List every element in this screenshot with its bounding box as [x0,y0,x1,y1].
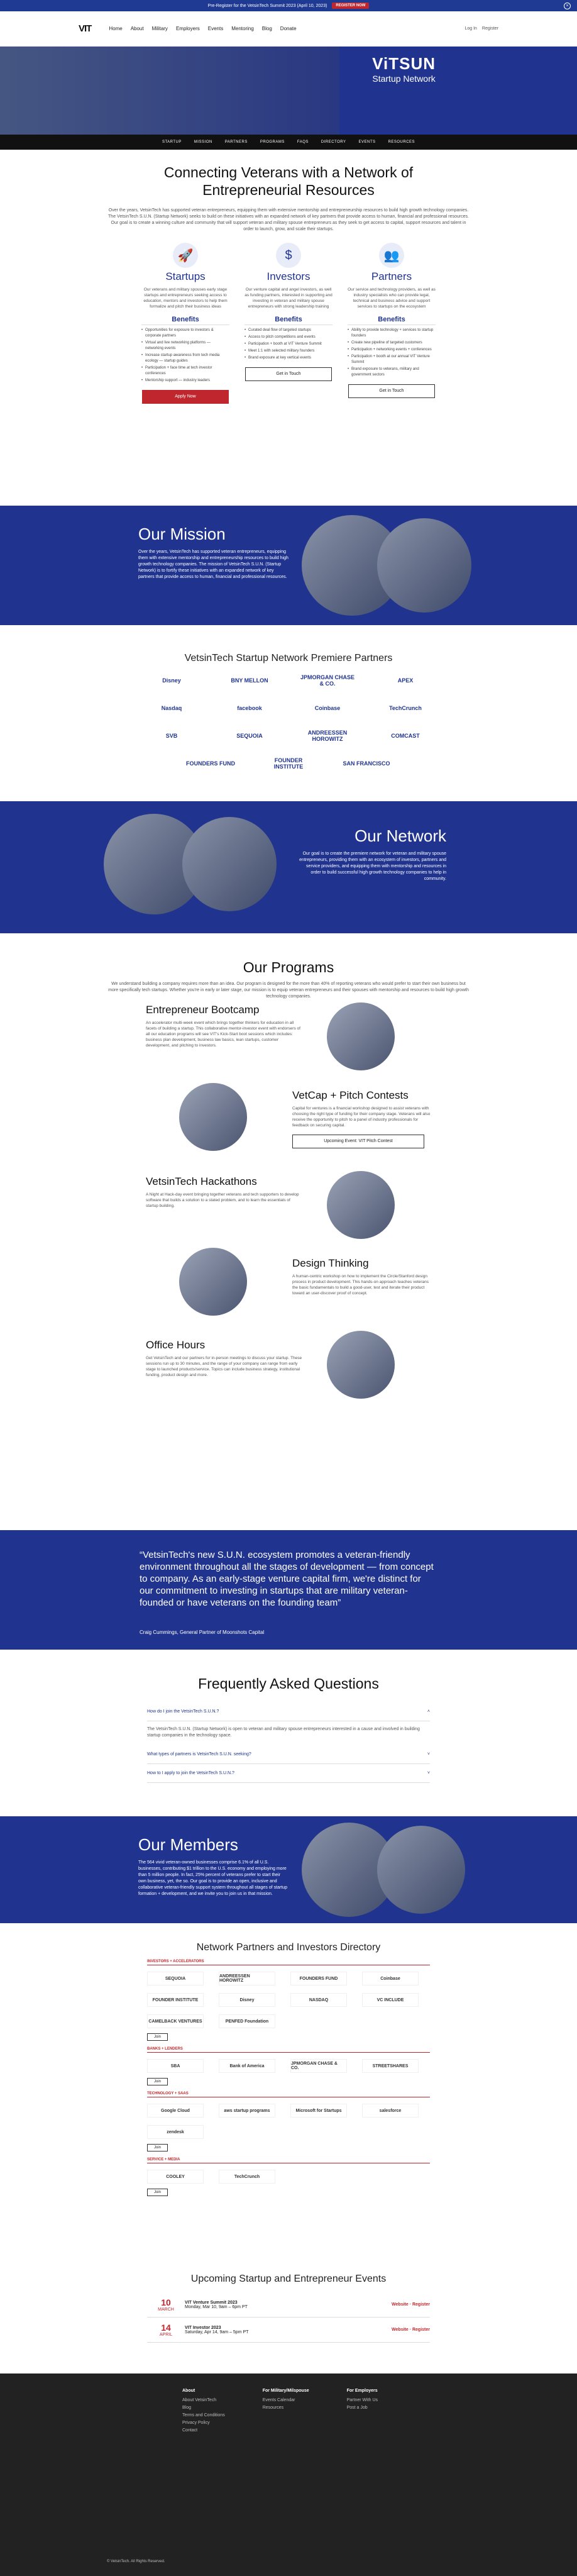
benefit-item: • Curated deal flow of targeted startups [245,328,332,333]
directory-section [0,1923,577,2196]
benefits-list [141,328,229,384]
directory-join-button[interactable]: Join [147,2189,168,2196]
footer-column-title: For Military/Milspouse [262,2389,309,2393]
footer-link[interactable]: Resources [262,2406,284,2410]
hero-brand [372,54,436,84]
hero-brand-title: ViTSUN [372,54,436,73]
partner-logo[interactable]: SAN FRANCISCO [343,760,390,767]
subnav-item-directory[interactable]: DIRECTORY [321,140,346,144]
footer-link[interactable]: About VetsinTech [182,2398,217,2402]
program-title: VetCap + Pitch Contests [292,1089,409,1101]
directory-logo[interactable]: PENFED Foundation [219,2014,275,2028]
event-name: VIT Venture Summit 2023 [185,2300,238,2305]
subnav-item-events[interactable]: EVENTS [358,140,376,144]
directory-group-label: INVESTORS + ACCELERATORS [147,1960,430,1965]
nav-link-military[interactable]: Military [151,26,168,31]
vetcap-event-button[interactable]: Upcoming Event: VIT Pitch Contest [292,1135,424,1148]
event-month: MARCH [158,2307,174,2312]
footer-column-title: For Employers [346,2389,378,2393]
program-photo-office-hours [327,1331,395,1399]
hero-brand-subtitle: Startup Network [372,74,436,84]
program-photo-design [179,1248,247,1316]
footer-link[interactable]: Partner With Us [346,2398,378,2402]
directory-logo[interactable]: SEQUOIA [147,1972,204,1985]
column-description: Our veterans and military spouses early stage startups and entrepreneurs seeking access to education, mentors and investors to help them formalize and pitch their business ideas [143,287,228,309]
directory-logo[interactable]: Google Cloud [147,2104,204,2118]
program-text: A human-centric workshop on how to implement the Circle/Stanford design process in product development. This hands-on approach teaches veterans the basic fundamentals to build a good-user, test and iterate their product toward an user-discover proof of concept. [292,1274,429,1296]
benefits-title: Benefits [245,316,332,325]
nav-link-employers[interactable]: Employers [175,26,200,31]
directory-logo[interactable]: salesforce [362,2104,419,2118]
main-nav [0,11,577,47]
login-link[interactable]: Log In [464,26,477,31]
mission-text: Over the years, VetsinTech has supported veteran entrepreneurs, equipping them with extensive mentorship and entrepreneurship resources to build high growth technology companies. The mission of VetsinTech S.U.N. (Startup Network) is to fortify these initiatives with an expanded network of key partners that provide access to human, financial and professional resources. [138,550,288,579]
event-register-link[interactable]: Website · Register [392,2302,430,2307]
benefit-item: • Participation + face time at tech investor conferences [141,365,229,377]
footer-link[interactable]: Privacy Policy [182,2421,210,2425]
quote-author: Craig Cummings, General Partner of Moonshots Capital [140,1629,265,1635]
directory-join-button[interactable]: Join [147,2078,168,2085]
event-info [185,2326,392,2334]
members-text: The 564 vivid veteran-owned businesses comprise 6.1% of all U.S. businesses, contributing $1 trillion to the U.S. economy and employing more than 5 million people. In fact, 25% percent of veterans prefer to start their own business, yet, the so. Our goal is to provide an open, inclusive and collaborative veteran-friendly support system throughout all stages of startup formation + development, and we invite you to join us in that mission. [138,1860,287,1896]
events-list [0,2292,577,2343]
faq-question-text: How do I join the VetsinTech S.U.N.? [147,1709,219,1714]
directory-logo[interactable]: NASDAQ [290,1993,347,2007]
benefit-item: • Brand exposure at key vertical events [245,355,332,361]
nav-link-blog[interactable]: Blog [261,26,272,31]
column-description: Our venture capital and angel investors, as well as funding partners, interested in supporting and investing in veteran and military spouse entrepreneurs with strong leadership training [245,287,332,309]
footer-link[interactable]: Terms and Conditions [182,2413,225,2418]
mission-photo-2 [377,518,471,613]
programs-title: Our Programs [243,959,334,975]
program-text: An accelerator multi-week event which brings together thinkers for education in all facets of building a startup. This collaborative mentor-investor event with endorsers of all our education programs will see VIT's Kick-Start boot sessions which includes: business plan development, business law basics, lean startups, customer development, and pitching to investors. [146,1021,300,1048]
directory-logo[interactable]: COOLEY [147,2170,204,2184]
members-section [0,1816,577,1923]
programs-section [0,933,577,1512]
column-title: Startups [165,270,206,282]
faq-section [0,1650,577,1816]
subnav-item-mission[interactable]: MISSION [194,140,212,144]
benefit-item: • Access to pitch competitions and events [245,335,332,340]
partner-logo[interactable]: ANDREESSEN HOROWITZ [307,730,348,742]
premier-logos [138,674,439,770]
program-photo-hackathons [327,1171,395,1239]
quote-text: “VetsinTech's new S.U.N. ecosystem promotes a veteran-friendly environment throughout all the stages of development — from concept to company. As an early-stage venture capital firm, we're distinct for our commitment to investing in startups that are military veteran-founded or have veterans on the founding team” [140,1550,434,1608]
partner-logo[interactable]: facebook [237,705,262,711]
register-link[interactable]: Register [481,26,498,31]
benefit-item: • Mentorship support — industry leaders [141,378,229,384]
premier-partners-section [0,625,577,801]
premier-title: VetsinTech Startup Network Premiere Partners [184,653,393,663]
subnav-item-programs[interactable]: PROGRAMS [260,140,285,144]
footer-link[interactable]: Contact [182,2428,198,2433]
top-announcement-bar [0,0,577,11]
network-text-block [295,826,446,882]
chevron-down-icon: ˅ [427,1771,430,1775]
directory-logos [147,2170,430,2184]
directory-title: Network Partners and Investors Directory [196,1942,381,1953]
program-photo-vetcap [179,1083,247,1151]
connect-intro: Over the years, VetsinTech has supported veteran entrepreneurs, equipping them with extensive mentorship and entrepreneurship resources to build high growth technology companies. The VetsinTech S.U.N. (Startup Network) seeks to build on these initiatives with an expanded network of key partners that provide access to human, financial and professional resources. Our goal is to create a winning culture and community that will support veteran and military spouse entrepreneurs as they seek to get access to capital, support resources and talent in order to launch, grow, and scale their startups. [108,208,469,231]
benefit-item: • Participation + networking events + conferences [348,347,436,353]
audience-column-startups [141,243,229,404]
partner-logo[interactable]: APEX [397,677,414,684]
subnav-item-partners[interactable]: PARTNERS [224,140,248,144]
directory-logo[interactable]: SBA [147,2059,204,2073]
footer-column [182,2389,225,2434]
footer-link[interactable]: Blog [182,2406,192,2410]
directory-logos [147,2104,430,2139]
footer-link[interactable]: Events Calendar [262,2398,295,2402]
directory-logo[interactable]: JPMORGAN CHASE & CO. [290,2059,347,2073]
partner-logo[interactable]: BNY MELLON [231,677,268,684]
network-section [0,801,577,933]
mission-text-block [138,525,289,580]
benefit-item: • Virtual and live networking platforms — networking events [141,340,229,352]
benefit-item: • Participation + booth at VIT Venture Summit [245,341,332,347]
chevron-down-icon: ˅ [427,1752,430,1757]
partner-logo[interactable]: FOUNDERS FUND [186,760,235,767]
nav-link-home[interactable]: Home [109,26,123,31]
benefit-item: • Ability to provide technology + services to startup founders [348,328,436,339]
event-day: 10 [161,2297,171,2307]
directory-logo[interactable]: Disney [219,1993,275,2007]
benefit-item: • Create new pipeline of targeted customers [348,340,436,346]
program-office-hours [146,1339,303,1378]
benefit-item: • Increase startup awareness from tech media ecology — startup guides [141,353,229,364]
event-date [147,2297,185,2312]
directory-logos [147,1972,430,2028]
register-now-button[interactable]: REGISTER NOW [332,3,369,9]
partner-logo[interactable]: JPMORGAN CHASE & CO. [300,674,354,687]
event-name: VIT Investor 2023 [185,2325,221,2330]
faq-list [0,1702,577,1783]
hero-banner [0,47,577,135]
column-title: Partners [371,270,412,282]
faq-question-text: How to I apply to join the VetsinTech S.U.N.? [147,1771,234,1775]
footer-copyright: © VetsinTech. All Rights Reserved. [107,2560,165,2563]
benefit-item: • Participation + booth at our annual VIT Venture Summit [348,354,436,365]
event-info [185,2301,392,2309]
nav-link-mentoring[interactable]: Mentoring [231,26,254,31]
chevron-up-icon: ˄ [427,1709,430,1714]
nav-link-donate[interactable]: Donate [280,26,297,31]
directory-group-label: TECHNOLOGY + SAAS [147,2092,430,2097]
event-row [147,2318,430,2343]
audience-column-partners [348,243,436,404]
section-subnav [0,135,577,150]
members-text-block [138,1835,289,1897]
get-in-touch-button[interactable]: Get in Touch [348,384,435,398]
subnav-item-resources[interactable]: RESOURCES [388,140,415,144]
nav-links [109,26,296,31]
directory-logo[interactable]: ANDREESSEN HOROWITZ [219,1972,275,1985]
quote-section [0,1530,577,1650]
directory-groups [147,1960,430,2196]
announcement-text: Pre-Register for the VetsinTech Summit 2023 (April 10, 2023) [207,3,327,8]
network-text: Our goal is to create the premiere network for veteran and military spouse entrepreneurs, providing them with an ecosystem of investors, partners and service providers, and equipping them with mentorship and resources in order to build successful high growth technology companies to help in community. [299,852,446,881]
directory-logo[interactable]: FOUNDER INSTITUTE [147,1993,204,2007]
network-title: Our Network [354,826,446,845]
dollar-icon: $ [276,243,301,268]
program-text: A Night at Hack-day event bringing together veterans and tech supporters to develop software that builds a solution to a stated problem, and to learn the essentials of startup building. [146,1192,299,1208]
programs-intro: We understand building a company requires more than an idea. Our program is designed for the more than 40% of reporting veterans who would prefer to start their own business but more specifically tech startups. Whether you're in early or later stage, our mission is to equip veteran entrepreneurs and their spouses with mentorship and resources to build high growth technology companies. [108,982,469,999]
program-design-thinking [292,1257,431,1296]
directory-logo[interactable]: TechCrunch [219,2170,275,2184]
program-hackathons [146,1175,303,1209]
logo[interactable]: VIT [79,23,92,34]
network-photo-2 [182,817,277,911]
partner-logo[interactable]: TechCrunch [389,705,422,711]
faq-question[interactable] [147,1745,430,1764]
audience-columns [0,243,577,404]
column-title: Investors [267,270,310,282]
events-title: Upcoming Startup and Entrepreneur Events [190,2273,387,2284]
directory-group-label: SERVICE + MEDIA [147,2158,430,2163]
program-title: Design Thinking [292,1257,369,1269]
program-title: Entrepreneur Bootcamp [146,1004,260,1016]
directory-logos [147,2059,430,2073]
program-title: VetsinTech Hackathons [146,1175,257,1187]
benefits-list [348,328,436,378]
event-month: APRIL [159,2333,173,2337]
nav-link-events[interactable]: Events [207,26,224,31]
get-in-touch-button[interactable]: Get in Touch [245,367,332,381]
members-photo-2 [377,1826,465,1914]
event-when: Monday, Mar 10, 9am – 6pm PT [185,2304,248,2309]
partner-logo[interactable]: Nasdaq [161,705,182,711]
benefits-title: Benefits [348,316,436,325]
faq-question-text: What types of partners is VetsinTech S.U.N. seeking? [147,1752,251,1757]
people-icon: 👥 [379,243,404,268]
directory-group-label: BANKS + LENDERS [147,2047,430,2053]
directory-logo[interactable]: FOUNDERS FUND [290,1972,347,1985]
footer-column [347,2389,378,2434]
footer-column-title: About [182,2389,195,2393]
faq-question[interactable] [147,1702,430,1721]
event-register-link[interactable]: Website · Register [392,2328,430,2332]
program-bootcamp [146,1004,303,1048]
members-title: Our Members [138,1835,238,1854]
partner-logo[interactable]: SVB [165,733,178,739]
partner-logo[interactable]: FOUNDER INSTITUTE [273,757,304,770]
directory-join-button[interactable]: Join [147,2144,168,2151]
program-text: Get VetsinTech and our partners for in-person meetings to discuss your startup. These sessions run up to 30 minutes, and the range of your company can range from early stage to launched products/service. Topics can include business strategy, institutional funding, product design and more. [146,1356,302,1377]
event-day: 14 [161,2323,171,2333]
directory-logo[interactable]: Coinbase [362,1972,419,1985]
partner-logo[interactable]: Coinbase [314,705,341,711]
subnav-item-faqs[interactable]: FAQS [297,140,309,144]
benefit-item: • Brand exposure to veterans, military and government sectors [348,367,436,378]
connect-title: Connecting Veterans with a Network of Entrepreneurial Resources [163,164,414,198]
partner-logo[interactable]: COMCAST [391,733,420,739]
program-photo-bootcamp [327,1002,395,1070]
events-section [0,2273,577,2343]
directory-logo[interactable]: aws startup programs [219,2104,275,2118]
faq-answer: The VetsinTech S.U.N. (Startup Network) is open to veteran and military spouse entrepreneurs interested in a cause and involved in building startup companies in the technology space. [147,1727,420,1738]
event-date [147,2323,185,2337]
directory-logo[interactable]: zendesk [147,2125,204,2139]
hero-image [0,47,339,135]
nav-link-about[interactable]: About [130,26,144,31]
subnav-item-startup[interactable]: STARTUP [162,140,182,144]
mission-section [0,506,577,625]
footer [0,2373,577,2576]
program-vetcap [292,1089,431,1148]
audience-column-investors [245,243,332,404]
partner-logo[interactable]: Disney [162,677,181,684]
footer-columns [182,2389,378,2434]
directory-logo[interactable]: STREETSHARES [362,2059,419,2073]
benefit-item: • Opportunities for exposure to investors & corporate partners [141,328,229,339]
partner-logo[interactable]: SEQUOIA [236,733,263,739]
rocket-icon: 🚀 [173,243,198,268]
directory-join-button[interactable]: Join [147,2033,168,2041]
faq-title: Frequently Asked Questions [198,1675,379,1692]
connect-section [0,150,577,506]
close-icon[interactable]: × [564,3,571,9]
event-row [147,2292,430,2318]
apply-now-button[interactable]: Apply Now [142,390,229,404]
faq-question[interactable] [147,1764,430,1783]
program-title: Office Hours [146,1339,206,1351]
mission-title: Our Mission [138,525,226,543]
directory-logo[interactable]: Bank of America [219,2059,275,2073]
footer-column [263,2389,309,2434]
benefit-item: • Meet 1:1 with selected military founders [245,348,332,354]
benefits-title: Benefits [141,316,229,325]
directory-logo[interactable]: CAMELBACK VENTURES [147,2014,204,2028]
program-text: Capital for ventures is a financial workshop designed to assist veterans with choosing the right type of funding for their company stage. Veterans will also receive the opportunity to pitch to a panel of industry professionals for feedback on securing capital. [292,1106,431,1128]
directory-logo[interactable]: VC INCLUDE [362,1993,419,2007]
directory-logo[interactable]: Microsoft for Startups [290,2104,347,2118]
column-description: Our service and technology providers, as well as industry specialists who can provide legal, technical and business advice and support services to startups on the ecosystem [348,287,436,309]
event-when: Saturday, Apr 14, 9am – 5pm PT [185,2329,249,2334]
benefits-list [245,328,332,361]
footer-link[interactable]: Post a Job [346,2406,368,2410]
